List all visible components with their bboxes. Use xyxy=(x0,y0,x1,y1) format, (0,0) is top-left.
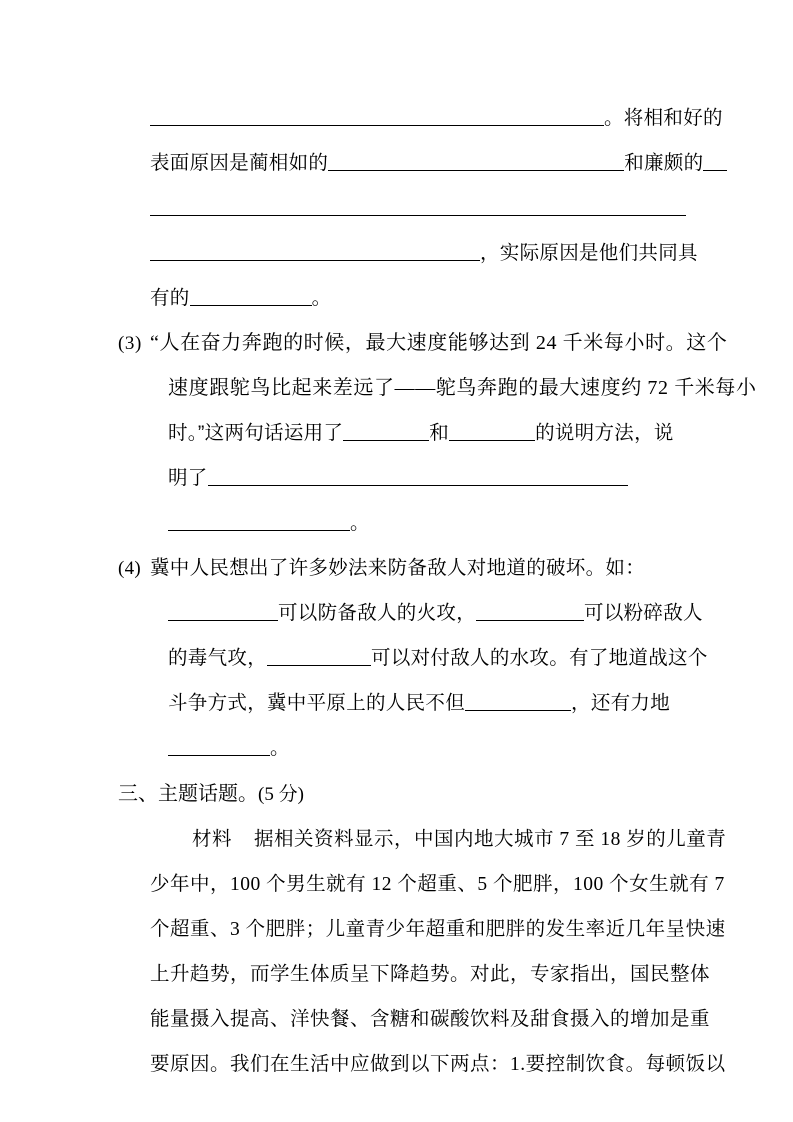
q4-line3-b: 可以对付敌人的水攻。有了地道战这个 xyxy=(371,647,708,669)
q4-line-4 xyxy=(118,681,678,726)
q2-line1-tail: 。将相和好的 xyxy=(604,107,723,129)
q3-line5-tail: 。 xyxy=(350,512,370,534)
section-three-heading xyxy=(118,771,678,817)
q2-line-3 xyxy=(118,186,678,231)
q2-line5-head: 有的 xyxy=(150,287,190,309)
material-line-2 xyxy=(118,862,725,907)
material-text: 要原因。我们在生活中应做到以下两点：1.要控制饮食。每顿饭以 xyxy=(150,1054,726,1075)
q3-line-3 xyxy=(118,411,678,456)
q2-line-1 xyxy=(118,96,723,141)
q4-line5-tail: 。 xyxy=(270,737,290,759)
q4-line-2 xyxy=(118,591,703,636)
material-line-1 xyxy=(118,817,727,862)
material-label: 材料 xyxy=(192,828,233,850)
q3-line-1 xyxy=(118,321,728,366)
answer-blank[interactable] xyxy=(476,600,584,621)
q4-line4-b: ，还有力地 xyxy=(571,692,671,714)
q4-line-5 xyxy=(118,726,678,771)
material-line-6 xyxy=(118,1042,726,1087)
material-line-5 xyxy=(118,997,711,1042)
material-line-4 xyxy=(118,952,711,997)
material-block xyxy=(118,817,727,1087)
q2-line2-head: 表面原因是蔺相如的 xyxy=(150,152,329,174)
answer-blank[interactable] xyxy=(343,420,429,441)
q3-line3-tail: 的说明方法，说 xyxy=(535,422,674,444)
q4-line4-a: 斗争方式，冀中平原上的人民不但 xyxy=(168,692,466,714)
q3-line-2 xyxy=(118,366,757,411)
q4-line3-a: 的毒气攻， xyxy=(168,647,268,669)
answer-blank[interactable] xyxy=(328,150,624,171)
answer-blank[interactable] xyxy=(168,510,350,531)
answer-blank[interactable] xyxy=(190,285,312,306)
material-text: 据相关资料显示，中国内地大城市 7 至 18 岁的儿童青 xyxy=(254,829,727,850)
q2-line-2 xyxy=(118,141,704,186)
q3-line4-head: 明了 xyxy=(168,467,208,489)
answer-blank[interactable] xyxy=(150,105,604,126)
section-three-title: 三、主题话题。 xyxy=(118,783,258,805)
q4-line-3 xyxy=(118,636,708,681)
answer-blank[interactable] xyxy=(465,690,571,711)
q4-line-1 xyxy=(118,546,678,591)
q4-line2-b: 可以粉碎敌人 xyxy=(584,602,703,624)
q2-line4-tail: ，实际原因是他们共同具 xyxy=(480,242,698,264)
q4-line2-a: 可以防备敌人的火攻， xyxy=(278,602,477,624)
q2-line-4 xyxy=(118,231,698,276)
q3-line1-text: “人在奋力奔跑的时候，最大速度能够达到 24 千米每小时。这个 xyxy=(150,332,728,354)
q2-line2-tail: 和廉颇的 xyxy=(624,152,704,174)
q3-line-4 xyxy=(118,456,678,501)
q2-line5-tail: 。 xyxy=(311,287,332,309)
material-text: 少年中，100 个男生就有 12 个超重、5 个肥胖，100 个女生就有 7 xyxy=(150,874,725,895)
material-text: 个超重、3 个肥胖；儿童青少年超重和肥胖的发生率近几年呈快速 xyxy=(150,919,726,940)
answer-blank[interactable] xyxy=(703,150,727,171)
answer-blank[interactable] xyxy=(150,195,686,216)
answer-blank[interactable] xyxy=(449,420,535,441)
answer-blank[interactable] xyxy=(168,735,270,756)
answer-blank[interactable] xyxy=(168,600,278,621)
material-line-3 xyxy=(118,907,726,952)
q4-number: (4) xyxy=(118,558,142,579)
q3-line-5 xyxy=(118,501,678,546)
q3-line3-mid: 和 xyxy=(429,422,450,444)
q4-line1-text: 冀中人民想出了许多妙法来防备敌人对地道的破坏。如： xyxy=(150,557,646,579)
section-three-score: (5 分) xyxy=(258,784,304,805)
material-text: 能量摄入提高、洋快餐、含糖和碳酸饮料及甜食摄入的增加是重 xyxy=(150,1009,711,1030)
answer-blank[interactable] xyxy=(267,645,371,666)
answer-blank[interactable] xyxy=(208,465,628,486)
q3-number: (3) xyxy=(118,333,142,354)
q3-line3-head: 时。”这两句话运用了 xyxy=(168,422,344,444)
material-text: 上升趋势，而学生体质呈下降趋势。对此，专家指出，国民整体 xyxy=(150,964,711,985)
q3-line2-text: 速度跟鸵鸟比起来差远了——鸵鸟奔跑的最大速度约 72 千米每小 xyxy=(168,377,757,399)
answer-blank[interactable] xyxy=(150,240,480,261)
q2-line-5 xyxy=(118,276,678,321)
worksheet-body xyxy=(118,96,757,1087)
